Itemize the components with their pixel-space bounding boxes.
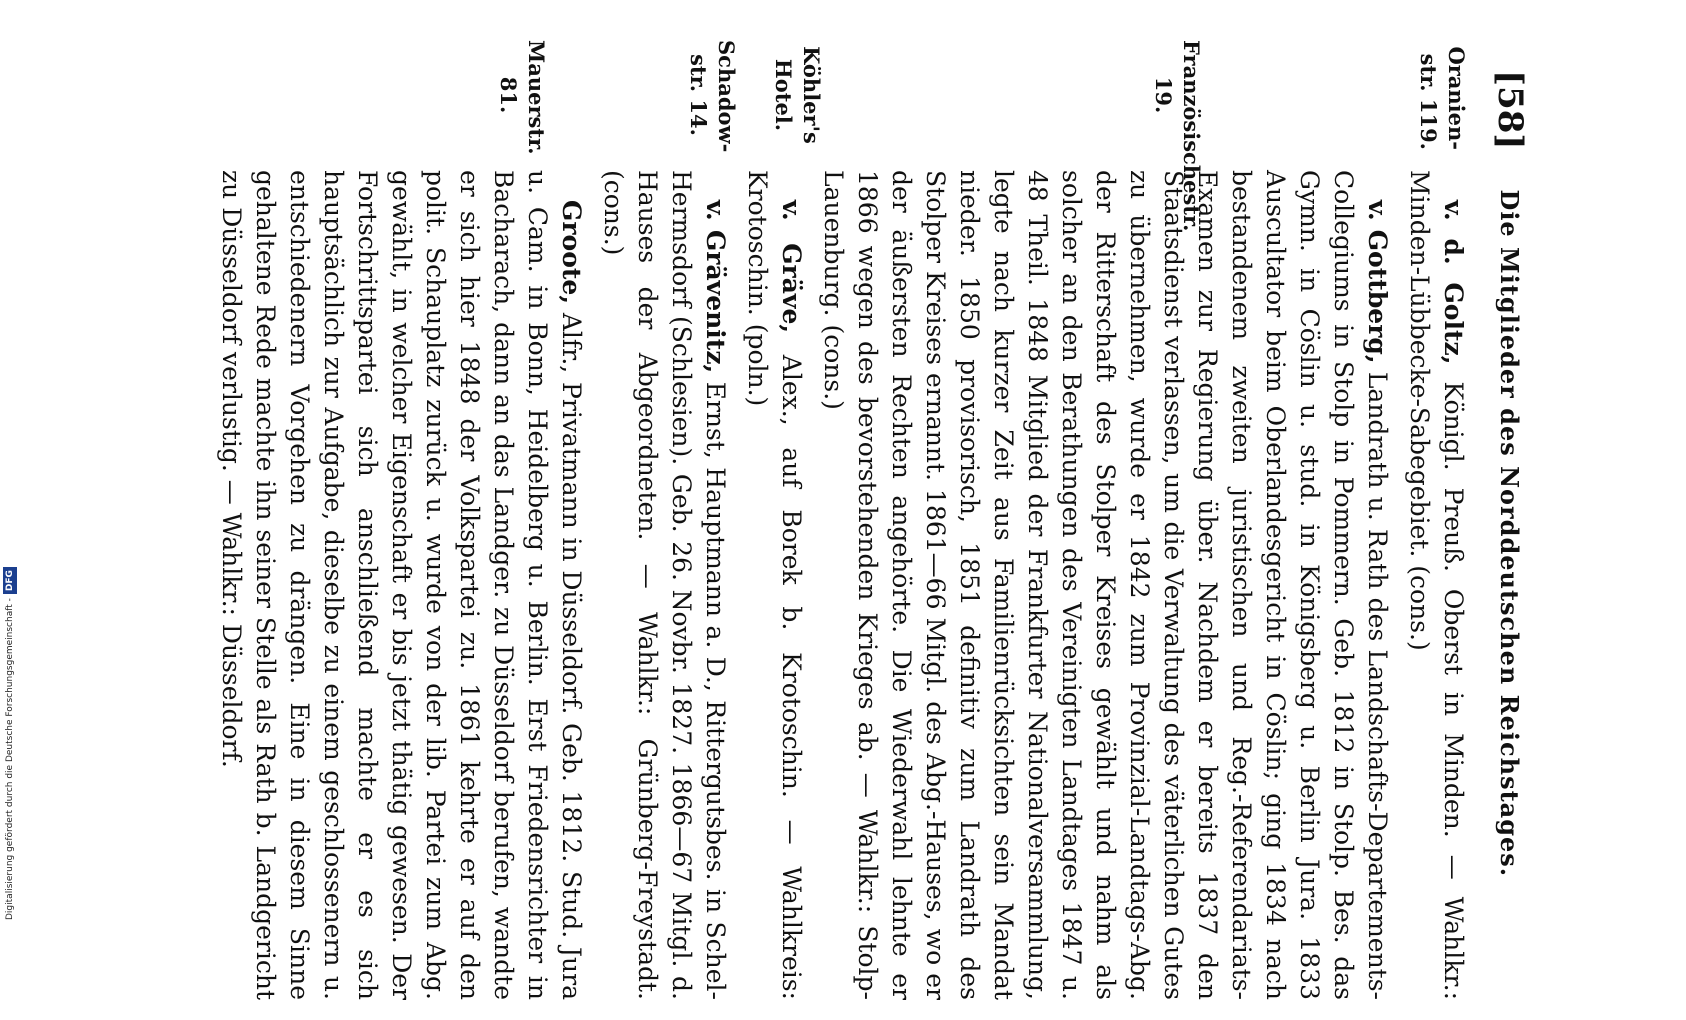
member-name: v. d. Goltz, [1439,200,1468,365]
dfg-logo: DFG [3,567,17,594]
member-entry [740,170,808,1000]
address-column [150,40,1470,232]
member-entries [170,170,1470,1000]
member-text: Landrath u. Rath des Landschafts-Departements-Collegiums in Stolp in Pommern. Geb. 1812 in Stolp. Bes. das Gymn. in Cöslin u. stud. in Königsberg u. Berlin Jura. 1833 Auscultator beim Oberlandesgericht in Cöslin; ging 1834 nach bestandenem zweiten juristischen und Reg.-Referendariats-Examen zur Regierung über. Nachdem er bereits 1837 den Staatsdienst verlassen, um die Verwaltung des väterlichen Gutes zu übernehmen, wurde er 1842 zum Provinzial-Landtags-Abg. der Ritterschaft des Stolper Kreises gewählt und nahm als solcher an den Berathungen des Vereinigten Landtages 1847 u. 48 Theil. 1848 Mitglied der Frankfurter Nationalversammlung, legte nach kurzer Zeit aus Familienrücksichten sein Mandat nieder. 1850 provisorisch, 1851 definitiv zum Landrath des Stolper Kreises ernannt. 1861—66 Mitgl. des Abg.-Hauses, wo er der äußersten Rechten angehörte. Die Wiederwahl lehnte er 1866 wegen des bevorstehenden Krieges ab. — Wahlkr.: Stolp-Lauenburg. (cons.) [819,170,1392,1001]
scanned-page [150,40,1550,1020]
member-entry [214,170,588,1000]
running-title: Die Mitglieder des Norddeutschen Reichstages. [1495,189,1525,878]
member-text: Ernst, Hauptmann a. D., Rittergutsbes. in Schel-Hermsdorf (Schlesien). Geb. 26. Novbr. 1827. 1866—67 Mitgl. d. Hauses der Abgeordneten. — Wahlkr.: Grünberg-Freystadt. (cons.) [599,170,730,1000]
member-entry [1402,170,1470,1000]
member-entry [816,170,1394,1000]
address-label: Schadow-str. 14. [686,40,739,153]
address-label: Französischestr. 19. [1151,40,1204,232]
address-label: Oranien-str. 119. [1416,46,1469,150]
member-name: Groote, [557,200,586,305]
address-label: Köhler's Hotel. [771,46,824,144]
member-name: v. Grävenitz, [701,200,730,374]
member-text: Alfr., Privatmann in Düsseldorf. Geb. 1812. Stud. Jura u. Cam. in Bonn, Heidelberg u. Berlin. Erst Friedensrichter in Bacharach, dann an das Landger. zu Düsseldorf berufen, wandte er sich hier 1848 der Volkspartei zu. 1861 kehrte er auf den polit. Schauplatz zurück u. wurde von der lib. Partei zum Abg. gewählt, in welcher Eigenschaft er bis jetzt thätig gewesen. Der Fortschrittspartei sich anschließend machte er es sich hauptsächlich zur Aufgabe, dieselbe zu einem geschlossenern u. entschiedenern Vorgehen zu drängen. Eine in diesem Sinne gehaltene Rede machte ihn seiner Stelle als Rath b. Landgericht zu Düsseldorf verlustig. — Wahlkr.: Düsseldorf. [217,170,586,1000]
member-entry [596,170,732,1000]
member-name: v. Gottberg, [1363,200,1392,364]
page-content [150,40,1550,1020]
member-text: Königl. Preuß. Oberst in Minden. — Wahlkr.: Minden-Lübbecke-Sabegebiet. (cons.) [1405,170,1468,1001]
member-text: Alex., auf Borek b. Krotoschin. — Wahlkreis: Krotoschin. (poln.) [743,170,806,1000]
member-name: v. Gräve, [777,200,806,334]
page-number: [58] [1490,70,1530,150]
page-header [1490,70,1530,1020]
digitization-credit [2,560,18,920]
address-label: Mauerstr. 81. [496,40,549,155]
credit-text: Digitalisierung gefördert durch die Deutsche Forschungsgemeinschaft - [5,598,15,920]
